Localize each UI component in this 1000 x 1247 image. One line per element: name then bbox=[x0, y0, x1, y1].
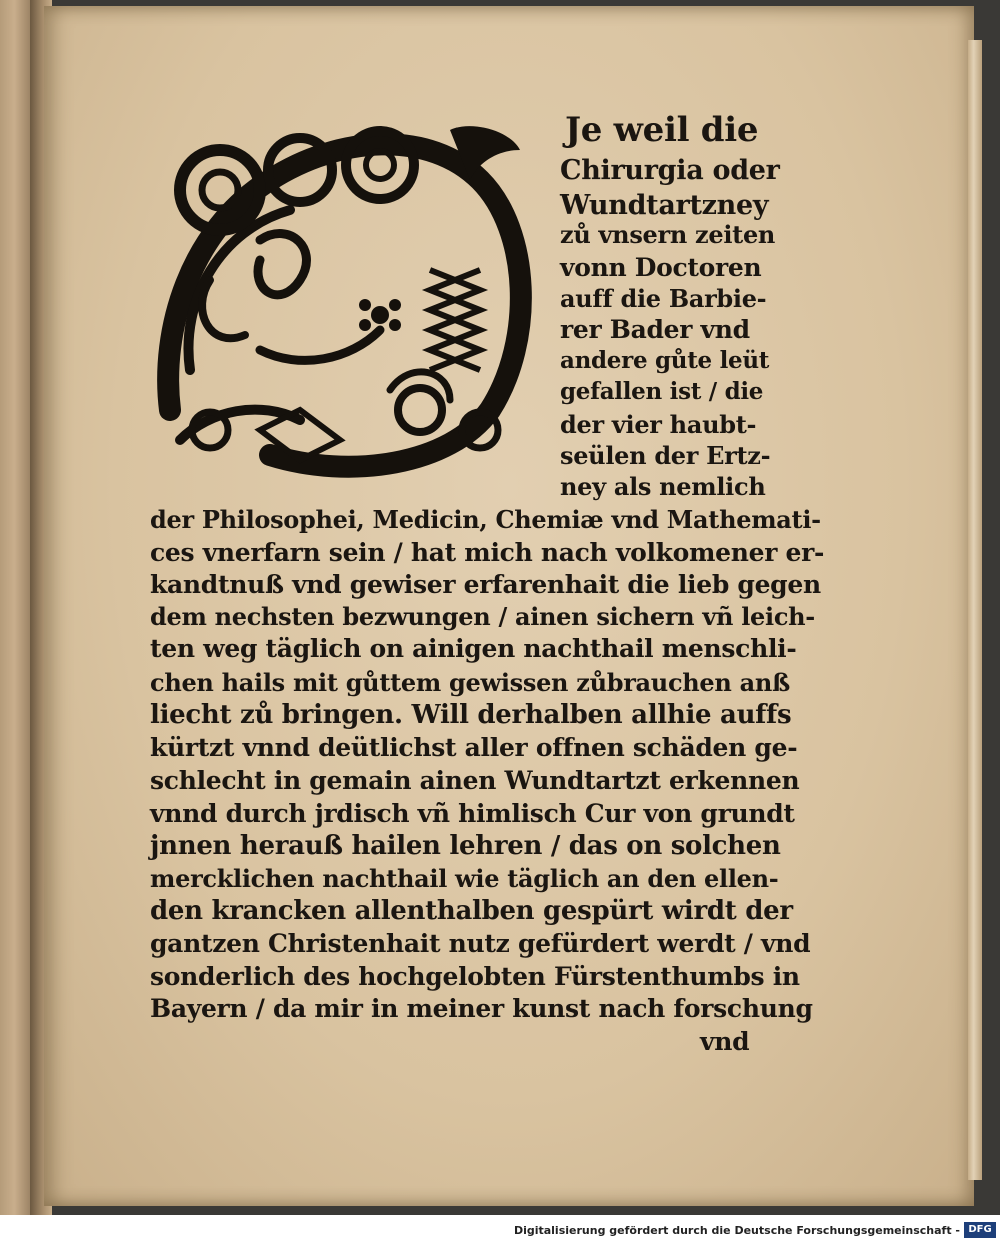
decorated-initial-d bbox=[150, 110, 540, 480]
text-line: liecht zů bringen. Will derhalben allhie auffs bbox=[150, 700, 792, 730]
text-line: kandtnuß vnd gewiser erfarenhait die lieb gegen bbox=[150, 570, 821, 599]
text-line: der Philosophei, Medicin, Chemiæ vnd Mathemati- bbox=[150, 505, 821, 534]
text-line: kürtzt vnnd deütlichst aller offnen schäden ge- bbox=[150, 733, 798, 762]
text-line: ney als nemlich bbox=[560, 472, 766, 501]
text-line: sonderlich des hochgelobten Fürstenthumbs in bbox=[150, 962, 800, 991]
catchword: vnd bbox=[700, 1027, 750, 1056]
text-line: der vier haubt- bbox=[560, 410, 757, 439]
text-line: gantzen Christenhait nutz gefürdert werdt / vnd bbox=[150, 929, 811, 958]
footer-attribution: Digitalisierung gefördert durch die Deutsche Forschungsgemeinschaft - bbox=[513, 1224, 960, 1237]
text-line: chen hails mit gůttem gewissen zůbrauchen anß bbox=[150, 668, 790, 697]
text-line: den krancken allenthalben gespürt wirdt der bbox=[150, 896, 793, 926]
text-line: vnnd durch jrdisch vñ himlisch Cur von grundt bbox=[150, 799, 795, 828]
text-line: auff die Barbie- bbox=[560, 284, 767, 313]
text-line: gefallen ist / die bbox=[560, 378, 764, 405]
text-line: Chirurgia oder bbox=[560, 155, 780, 186]
text-line: schlecht in gemain ainen Wundtartzt erkennen bbox=[150, 766, 800, 795]
text-line: Je weil die bbox=[565, 110, 759, 150]
text-line: vonn Doctoren bbox=[560, 253, 762, 282]
dfg-logo-icon: DFG bbox=[964, 1222, 996, 1238]
text-line: seülen der Ertz- bbox=[560, 441, 771, 470]
footer-bar bbox=[0, 1215, 1000, 1247]
text-line: mercklichen nachthail wie täglich an den ellen- bbox=[150, 864, 779, 893]
text-line: rer Bader vnd bbox=[560, 315, 750, 344]
text-line: andere gůte leüt bbox=[560, 347, 770, 374]
text-line: dem nechsten bezwungen / ainen sichern vñ leich- bbox=[150, 602, 815, 631]
text-line: Bayern / da mir in meiner kunst nach forschung bbox=[150, 994, 813, 1023]
text-line: ces vnerfarn sein / hat mich nach volkomener er- bbox=[150, 538, 825, 567]
text-line: Wundtartzney bbox=[560, 190, 769, 221]
page-stack-edge bbox=[968, 40, 982, 1180]
text-line: zů vnsern zeiten bbox=[560, 220, 776, 249]
text-line: ten weg täglich on ainigen nachthail menschli- bbox=[150, 634, 797, 663]
text-line: jnnen herauß hailen lehren / das on solchen bbox=[150, 831, 781, 861]
